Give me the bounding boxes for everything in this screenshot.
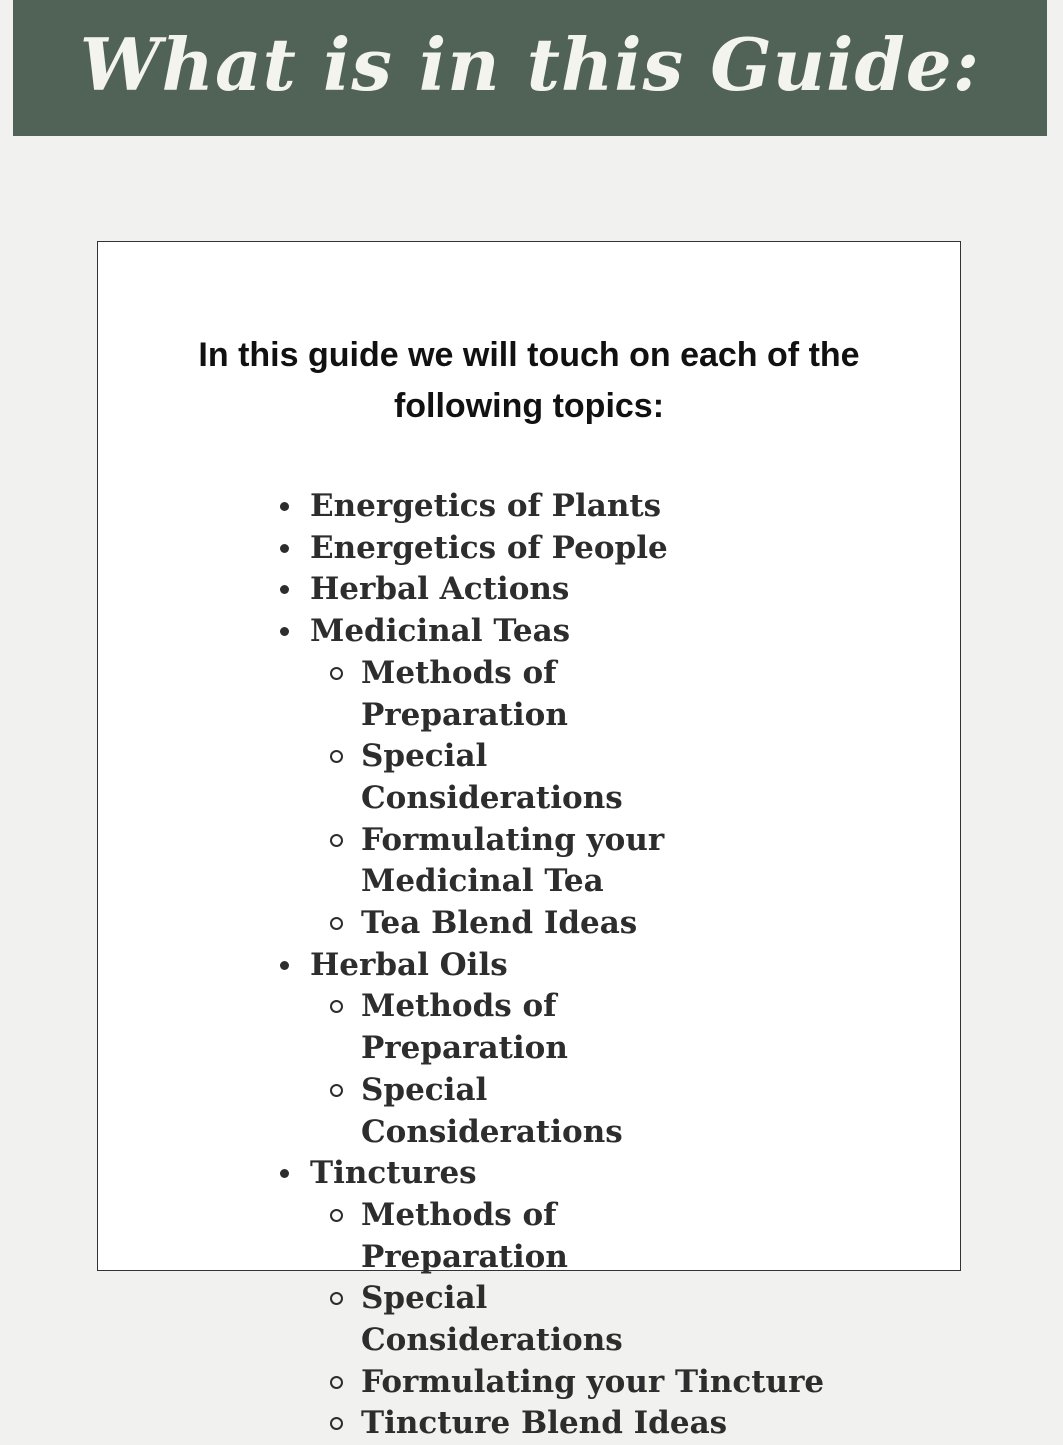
subtopic-label: Special Considerations	[361, 738, 623, 816]
subtopic-item	[361, 1195, 751, 1278]
intro-text: In this guide we will touch on each of the following topics:	[198, 336, 860, 425]
subtopic-item	[361, 1278, 751, 1361]
header-band	[13, 0, 1047, 136]
topic-label: Herbal Oils	[310, 946, 508, 983]
subtopic-item	[361, 1070, 751, 1153]
subtopic-item	[361, 903, 751, 945]
subtopic-item	[361, 653, 751, 736]
topic-list	[310, 486, 825, 1445]
topic-item	[310, 1153, 825, 1445]
topic-label: Medicinal Teas	[310, 613, 571, 650]
circle-bullet-icon	[330, 1417, 343, 1430]
bullet-icon	[280, 585, 289, 594]
bullet-icon	[280, 544, 289, 553]
topic-item	[310, 945, 821, 1154]
page-title: What is in this Guide:	[79, 21, 981, 107]
subtopic-item	[361, 986, 751, 1069]
bullet-icon	[280, 627, 289, 636]
circle-bullet-icon	[330, 1292, 343, 1305]
subtopic-label: Special Considerations	[361, 1071, 623, 1150]
topics-card	[97, 241, 961, 1442]
circle-bullet-icon	[330, 667, 343, 680]
subtopic-label: Tincture Blend Ideas	[361, 1405, 728, 1442]
bullet-icon	[280, 1169, 289, 1178]
subtopic-item	[361, 1403, 821, 1445]
subtopic-list	[310, 1195, 825, 1445]
subtopic-list	[310, 653, 821, 945]
topic-item	[310, 569, 821, 611]
subtopic-item	[361, 820, 751, 903]
circle-bullet-icon	[330, 834, 343, 847]
topic-item	[310, 611, 821, 945]
topic-label: Energetics of People	[310, 529, 668, 566]
subtopic-item	[361, 1362, 825, 1404]
circle-bullet-icon	[330, 1084, 343, 1097]
circle-bullet-icon	[330, 1209, 343, 1222]
subtopic-label: Methods of Preparation	[361, 988, 568, 1067]
topic-item	[310, 486, 821, 528]
topic-label: Energetics of Plants	[310, 488, 662, 524]
subtopic-item	[361, 736, 751, 819]
topic-item	[310, 528, 821, 570]
circle-bullet-icon	[330, 1000, 343, 1013]
topic-label: Herbal Actions	[310, 571, 570, 608]
circle-bullet-icon	[330, 1376, 343, 1389]
subtopic-label: Tea Blend Ideas	[361, 905, 638, 942]
subtopic-label: Methods of Preparation	[361, 1196, 568, 1275]
subtopic-label: Formulating your Tincture	[361, 1363, 825, 1400]
subtopic-label: Special Considerations	[361, 1280, 623, 1359]
circle-bullet-icon	[330, 917, 343, 930]
circle-bullet-icon	[330, 750, 343, 763]
subtopic-label: Formulating your Medicinal Tea	[361, 821, 665, 900]
subtopic-list	[310, 986, 821, 1153]
topic-label: Tinctures	[310, 1155, 477, 1192]
bullet-icon	[280, 502, 289, 511]
bullet-icon	[280, 961, 289, 970]
subtopic-label: Methods of Preparation	[361, 654, 568, 733]
